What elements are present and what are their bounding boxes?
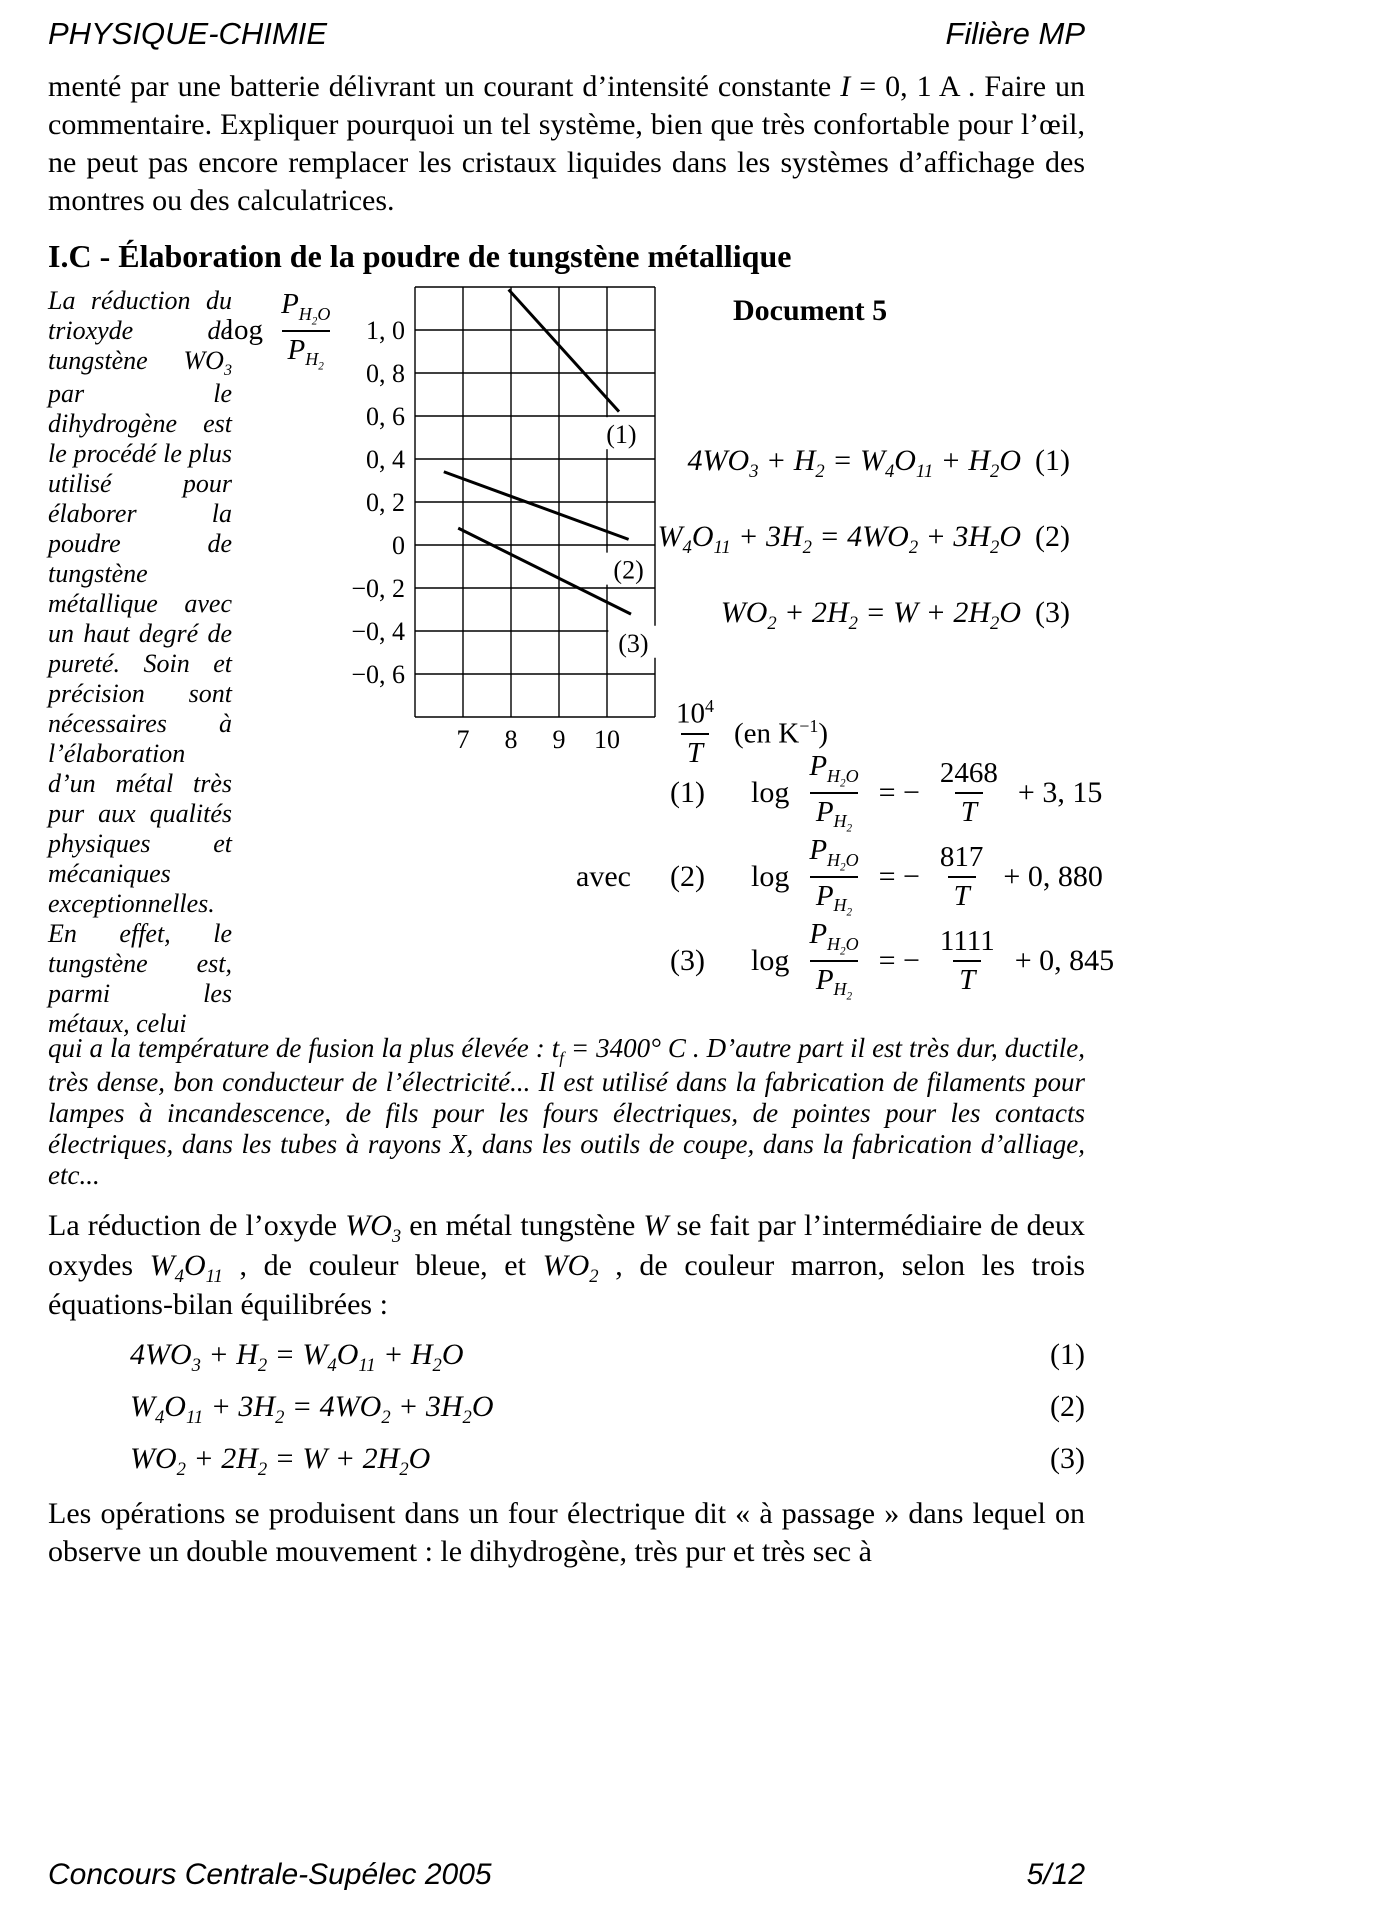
log-equation-2 <box>670 834 1103 919</box>
fraction-denominator: T <box>681 733 709 770</box>
reaction-number: (1) <box>1035 444 1070 477</box>
equation-number: (3) <box>1050 1441 1085 1475</box>
pressure-ratio-fraction <box>803 750 864 835</box>
x-tick-label: 10 <box>594 725 620 754</box>
equation-number: (2) <box>670 859 705 893</box>
page-header <box>48 0 1085 52</box>
fraction-numerator: $P_{H_2O}$ <box>809 918 859 958</box>
figure-section <box>48 282 1115 1039</box>
y-tick-label: 0 <box>392 531 405 560</box>
equation-number: (3) <box>670 943 705 977</box>
equation-row-2 <box>48 1390 1085 1428</box>
page-footer <box>48 1858 1085 1892</box>
subject-title: PHYSIQUE-CHIMIE <box>48 16 328 51</box>
equation-block <box>48 1338 1085 1479</box>
equation-formula: $W_4O_{11} + 3H_2 = 4WO_2 + 3H_2O$ <box>130 1389 494 1428</box>
reaction-equation-2 <box>658 520 1070 558</box>
tungsten-paragraph: qui a la température de fusion la plus élevée : $t_f = 3400^\circ$ C . D’autre part il est très dur, ductile, très dense, bon conducteur de l’électricité... Il est utilisé dans la fabrication de filaments pour lampes à incandescence, de fils pour les fours électriques, de pointes pour les contacts électriques, dans les tubes à rayons X, dans les outils de coupe, dans la fabrication d’alliage, etc... <box>48 1033 1086 1191</box>
x-tick-label: 9 <box>552 725 566 754</box>
equation-constant: + 0, 845 <box>1014 943 1115 977</box>
fraction-numerator: $10^4$ <box>676 696 714 730</box>
fraction-numerator: 817 <box>939 840 984 873</box>
pressure-ratio-fraction <box>803 918 864 1003</box>
x-axis-unit: (en $K^{-1}$) <box>733 715 829 750</box>
reaction-formula: $WO_2 + 2H_2 = W + 2H_2O$ <box>720 596 1022 634</box>
equation-row-1 <box>48 1338 1085 1376</box>
log-operator: log <box>750 859 790 893</box>
equals-sign: = − <box>878 859 920 893</box>
log-operator: log <box>750 943 790 977</box>
temperature-fraction <box>934 925 1001 997</box>
equation-number: (1) <box>670 775 705 809</box>
equation-row-3 <box>48 1442 1085 1480</box>
reaction-formula: $W_4O_{11} + 3H_2 = 4WO_2 + 3H_2O$ <box>657 520 1022 558</box>
log-operator: log <box>226 314 264 347</box>
fraction-denominator: T <box>955 792 983 829</box>
equation-formula: $WO_2 + 2H_2 = W + 2H_2O$ <box>130 1441 431 1480</box>
fraction-denominator: $P_{H_2}$ <box>810 960 858 1004</box>
fraction-denominator: $P_{H_2}$ <box>810 792 858 836</box>
x-tick-label: 8 <box>504 725 518 754</box>
x-tick-label: 7 <box>456 725 470 754</box>
fraction-numerator: $P_{H_2O}$ <box>281 288 331 328</box>
reduction-paragraph: La réduction de l’oxyde $WO_3$ en métal tungstène W se fait par l’intermédiaire de deux oxydes $W_4O_{11}$ , de couleur bleue, et $WO_2$ , de couleur marron, selon les trois équations-bilan équilibrées : <box>48 1209 1085 1322</box>
series-label: (3) <box>618 628 649 658</box>
data-line <box>444 472 629 540</box>
temperature-fraction <box>934 757 1004 829</box>
series-label: (2) <box>613 555 644 585</box>
fraction-denominator: T <box>953 960 981 997</box>
equation-number: (2) <box>1050 1389 1085 1423</box>
footer-page-number: 5/12 <box>1026 1858 1085 1891</box>
y-tick-label: 0, 2 <box>366 488 405 517</box>
equation-constant: + 0, 880 <box>1003 859 1103 893</box>
data-line <box>509 290 619 412</box>
reaction-number: (2) <box>1035 520 1070 553</box>
equals-sign: = − <box>878 775 920 809</box>
track-label: Filière MP <box>945 16 1085 51</box>
fraction-numerator: 2468 <box>939 756 998 789</box>
log-equation-3 <box>670 918 1114 1003</box>
equation-formula: $4WO_3 + H_2 = W_4O_{11} + H_2O$ <box>130 1338 464 1377</box>
log-operator: log <box>750 775 790 809</box>
reaction-equation-1 <box>688 444 1070 482</box>
sidebar-paragraph: La réduction du trioxyde de tungstène $WO_3$ par le dihydrogène est le procédé le plus utilisé pour élaborer la poudre de tungstène métallique avec un haut degré de pureté. Soin et précision sont nécessaires à l’élaboration d’un métal très pur aux qualités physiques et mécaniques exceptionnelles. En effet, le tungstène est, parmi les métaux, celui <box>48 286 232 1039</box>
intro-paragraph: menté par une batterie délivrant un courant d’intensité constante I = 0, 1 A . Faire un commentaire. Expliquer pourquoi un tel système, bien que très confortable pour l’œil, ne peut pas encore remplacer les cristaux liquides dans les systèmes d’affichage des montres ou des calculatrices. <box>48 70 1086 217</box>
reaction-formula: $4WO_3 + H_2 = W_4O_{11} + H_2O$ <box>687 444 1022 482</box>
fraction-denominator: T <box>948 876 976 913</box>
fraction-numerator: $P_{H_2O}$ <box>809 834 859 874</box>
fraction-denominator: $P_{H_2}$ <box>282 330 330 374</box>
equation-number: (1) <box>1050 1338 1085 1372</box>
log-equation-1 <box>670 750 1102 835</box>
y-tick-label: 1, 0 <box>366 316 405 345</box>
fraction-numerator: $P_{H_2O}$ <box>809 750 859 790</box>
footer-contest: Concours Centrale-Supélec 2005 <box>48 1858 492 1891</box>
section-title: I.C - Élaboration de la poudre de tungstène métallique <box>48 238 792 274</box>
equals-sign: = − <box>878 943 920 977</box>
series-label: (1) <box>606 420 637 450</box>
avec-label: avec <box>576 860 631 893</box>
fraction-denominator: $P_{H_2}$ <box>810 876 858 920</box>
reaction-equation-3 <box>721 596 1070 634</box>
pressure-ratio-fraction <box>803 834 864 919</box>
fraction-numerator: 1111 <box>939 924 995 957</box>
closing-paragraph: Les opérations se produisent dans un four électrique dit « à passage » dans lequel on observe un double mouvement : le dihydrogène, très pur et très sec à <box>48 1497 1085 1569</box>
temperature-fraction <box>934 841 990 913</box>
y-tick-label: −0, 6 <box>351 660 405 689</box>
y-tick-label: −0, 2 <box>351 574 405 603</box>
pressure-ratio-chart <box>323 283 663 758</box>
reaction-number: (3) <box>1035 596 1070 629</box>
y-tick-label: 0, 6 <box>366 402 405 431</box>
y-tick-label: −0, 4 <box>351 617 405 646</box>
y-tick-label: 0, 4 <box>366 445 405 474</box>
y-tick-label: 0, 8 <box>366 359 405 388</box>
document5-title: Document 5 <box>733 294 888 327</box>
equation-constant: + 3, 15 <box>1017 775 1103 809</box>
